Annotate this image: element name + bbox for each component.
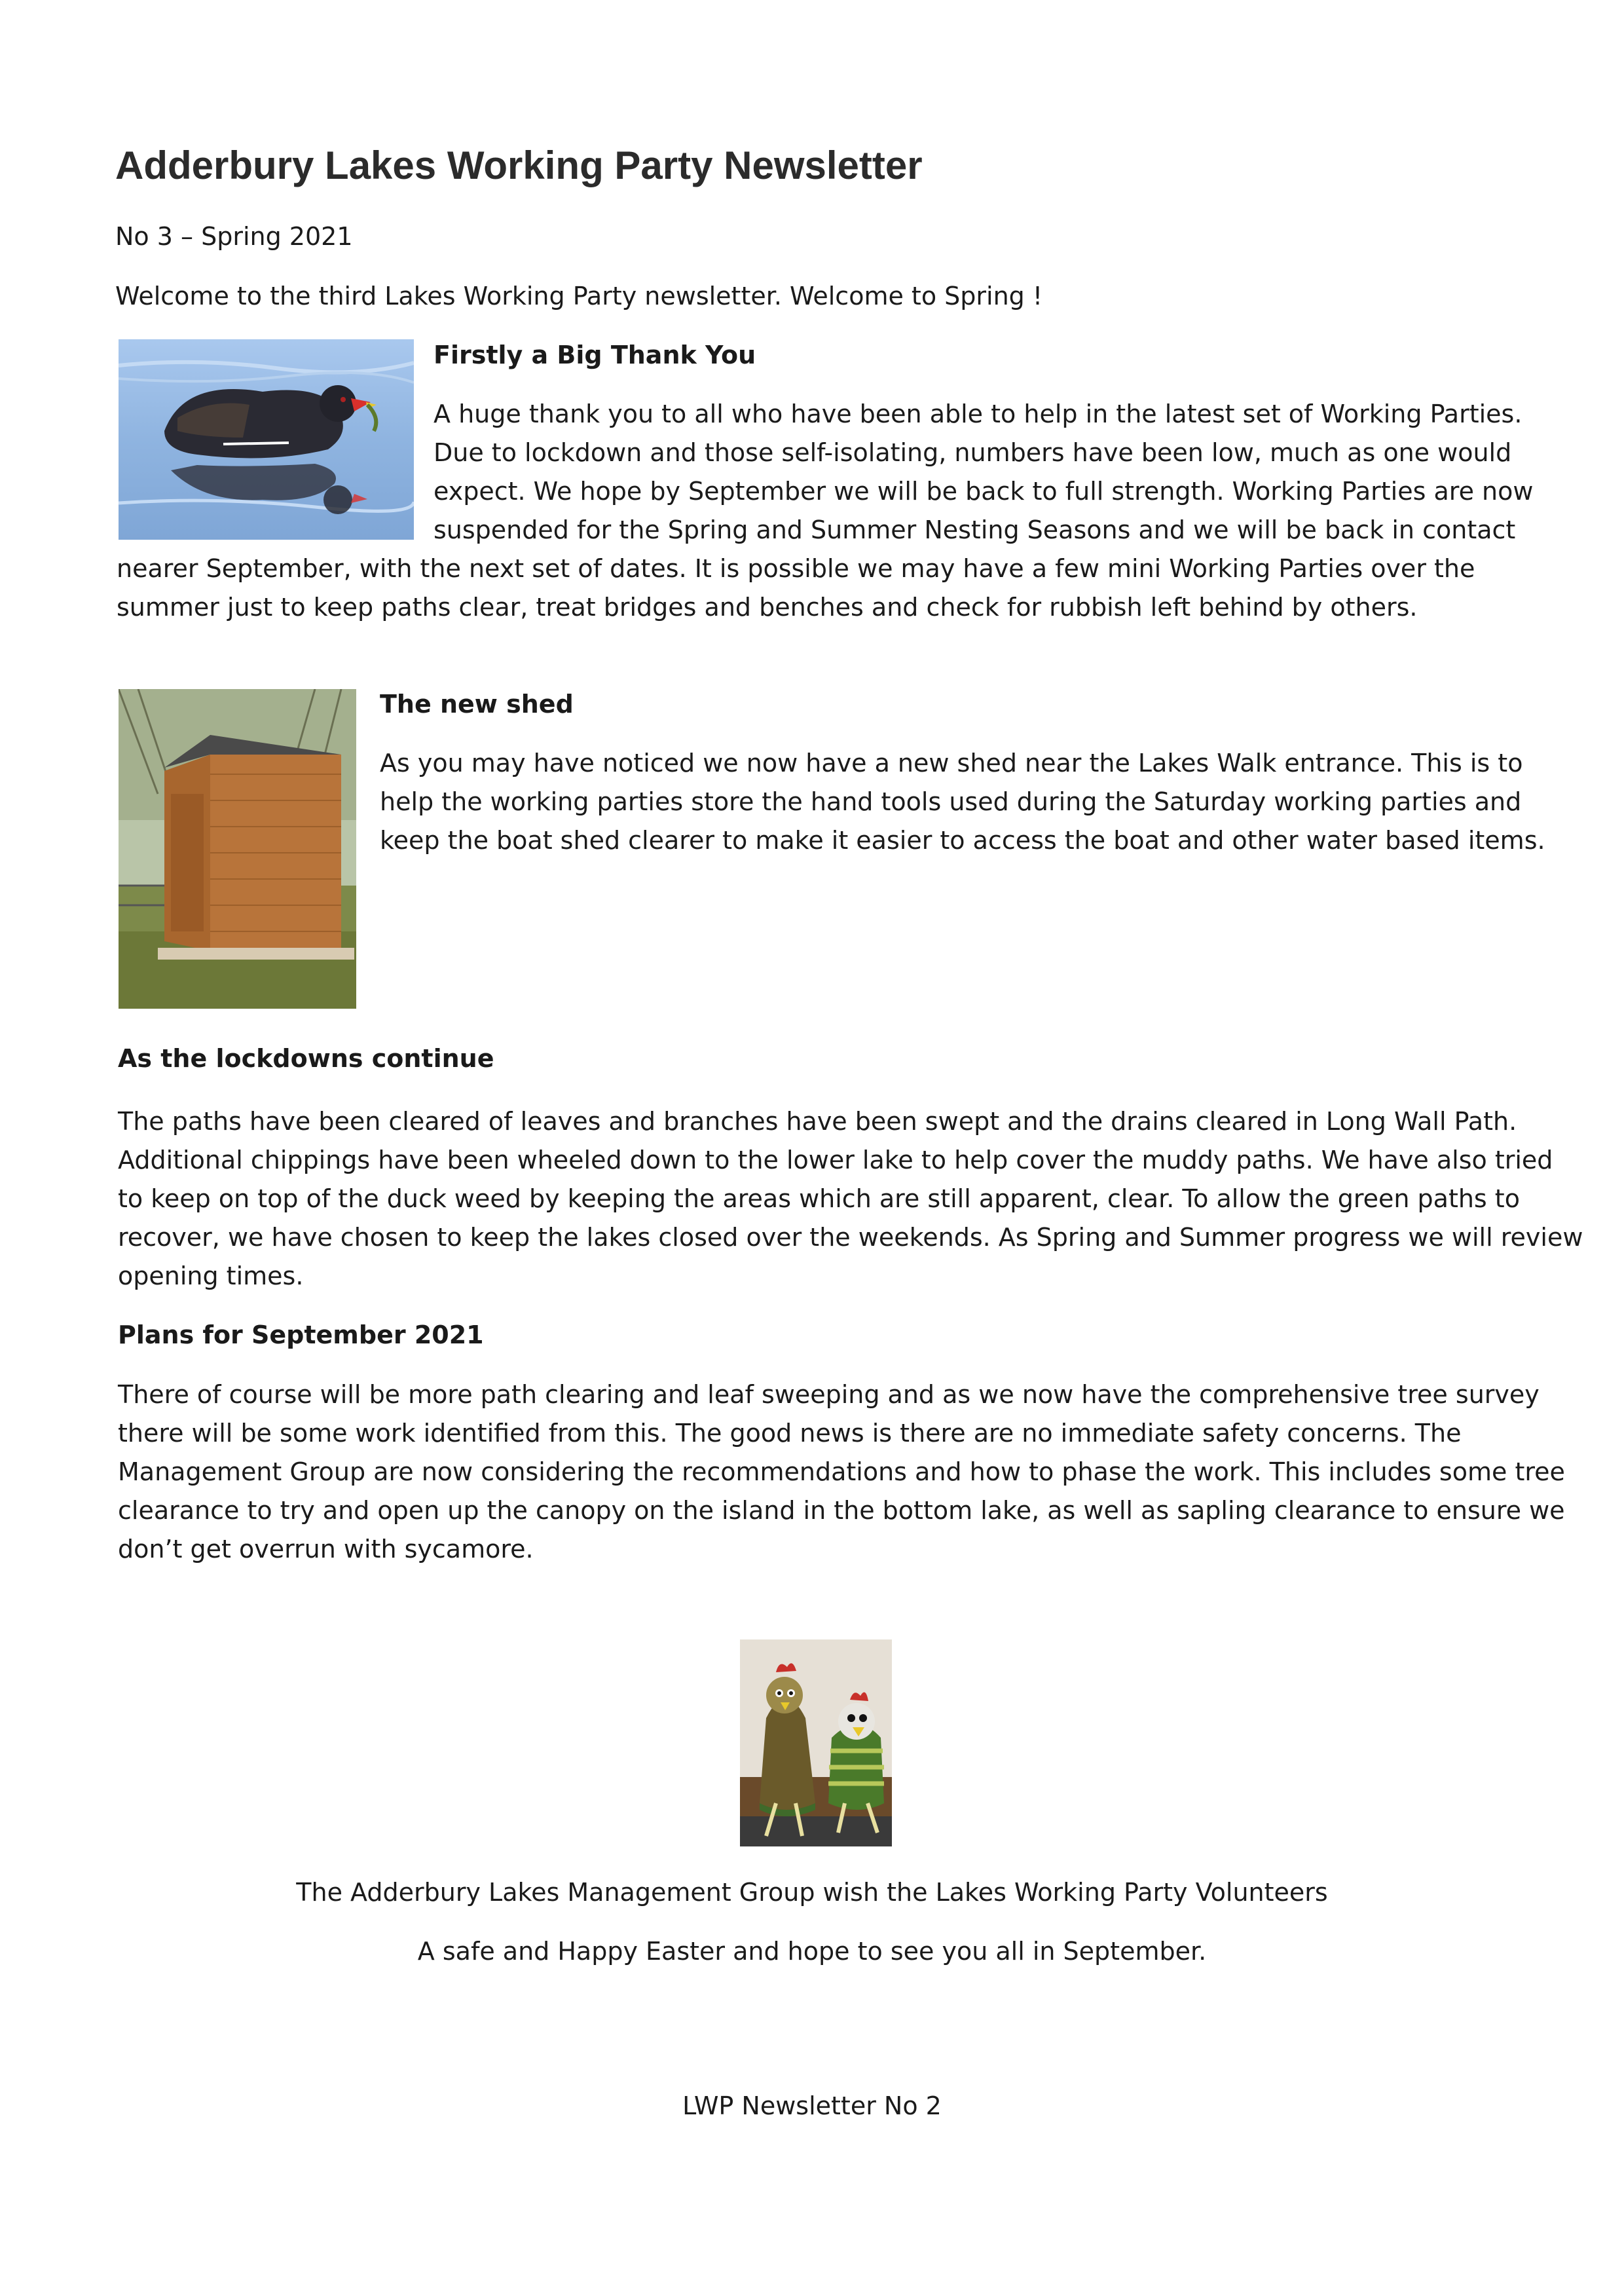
moorhen-image <box>119 339 414 540</box>
page-title: Adderbury Lakes Working Party Newsletter <box>115 143 923 187</box>
shed-photo <box>119 689 356 1009</box>
knitted-chicks-photo <box>740 1639 892 1846</box>
shed-heading: The new shed <box>380 690 574 719</box>
issue-number: No 3 – Spring 2021 <box>115 222 353 251</box>
lockdown-line: The paths have been cleared of leaves and branches have been swept and the drains cleared in Long Wall Path. <box>118 1107 1517 1136</box>
plans-paragraph <box>118 1376 1565 1569</box>
plans-line: don’t get overrun with sycamore. <box>118 1535 534 1563</box>
plans-line: clearance to try and open up the canopy on the island in the bottom lake, as well as sapling clearance to ensure we <box>118 1496 1565 1525</box>
thanks-line: A huge thank you to all who have been able to help in the latest set of Working Parties. <box>434 400 1522 428</box>
shed-image <box>119 689 356 1009</box>
closing-line-1: The Adderbury Lakes Management Group wish the Lakes Working Party Volunteers <box>296 1878 1328 1907</box>
lockdown-line: to keep on top of the duck weed by keeping the areas which are still apparent, clear. To allow the green paths to <box>118 1184 1520 1213</box>
thanks-paragraph-top <box>434 395 1533 550</box>
footer-text: LWP Newsletter No 2 <box>682 2091 942 2120</box>
moorhen-photo <box>119 339 414 540</box>
lockdown-line: opening times. <box>118 1262 304 1290</box>
thanks-heading: Firstly a Big Thank You <box>434 341 756 369</box>
lockdown-paragraph <box>118 1102 1583 1296</box>
lockdown-line: Additional chippings have been wheeled down to the lower lake to help cover the muddy paths. We have also tried <box>118 1146 1553 1174</box>
thanks-line: Due to lockdown and those self-isolating, numbers have been low, much as one would <box>434 438 1512 467</box>
thanks-paragraph-bottom <box>117 550 1475 627</box>
shed-line: help the working parties store the hand tools used during the Saturday working parties and <box>380 787 1522 816</box>
lockdown-heading: As the lockdowns continue <box>118 1044 494 1073</box>
lockdown-line: recover, we have chosen to keep the lakes closed over the weekends. As Spring and Summer progress we will review <box>118 1223 1583 1252</box>
chicks-image <box>740 1639 892 1846</box>
plans-line: Management Group are now considering the recommendations and how to phase the work. This includes some tree <box>118 1457 1565 1486</box>
shed-line: keep the boat shed clearer to make it easier to access the boat and other water based items. <box>380 826 1545 855</box>
closing-line-2: A safe and Happy Easter and hope to see you all in September. <box>417 1937 1207 1966</box>
plans-heading: Plans for September 2021 <box>118 1320 484 1349</box>
welcome-text: Welcome to the third Lakes Working Party newsletter. Welcome to Spring ! <box>115 282 1043 310</box>
shed-line: As you may have noticed we now have a new shed near the Lakes Walk entrance. This is to <box>380 749 1523 777</box>
thanks-line: summer just to keep paths clear, treat bridges and benches and check for rubbish left behind by others. <box>117 593 1418 622</box>
thanks-line: suspended for the Spring and Summer Nesting Seasons and we will be back in contact <box>434 515 1516 544</box>
thanks-line: nearer September, with the next set of dates. It is possible we may have a few mini Working Parties over the <box>117 554 1475 583</box>
plans-line: There of course will be more path clearing and leaf sweeping and as we now have the comprehensive tree survey <box>118 1380 1540 1409</box>
shed-paragraph <box>380 744 1545 860</box>
plans-line: there will be some work identified from this. The good news is there are no immediate safety concerns. The <box>118 1419 1462 1448</box>
thanks-line: expect. We hope by September we will be back to full strength. Working Parties are now <box>434 477 1534 506</box>
